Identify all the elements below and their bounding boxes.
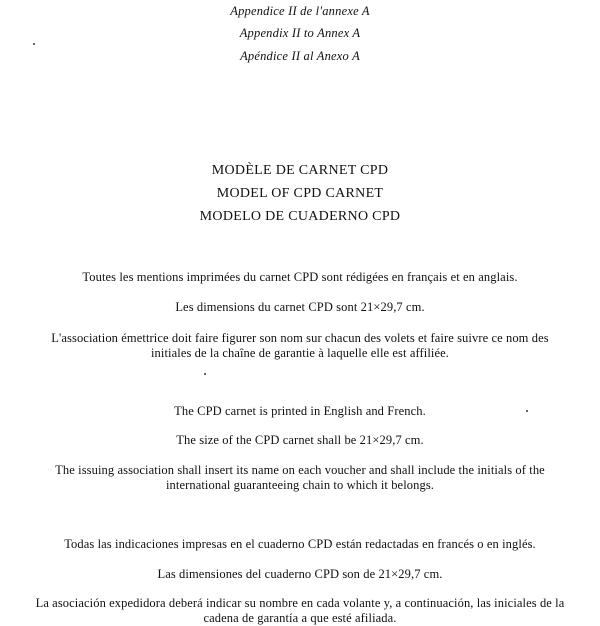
spanish-paragraph-3-line-2: cadena de garantía a que esté afiliada. — [203, 611, 397, 625]
english-paragraph-3 — [0, 463, 600, 493]
french-paragraph-3-line-1: L'association émettrice doit faire figurer son nom sur chacun des volets et faire suivre ce nom des — [51, 331, 549, 345]
appendix-heading-es: Apéndice II al Anexo A — [240, 49, 360, 63]
model-title-es: MODELO DE CUADERNO CPD — [199, 209, 401, 224]
english-paragraph-3-line-2: international guaranteeing chain to which it belongs. — [165, 478, 435, 492]
english-paragraph-1: The CPD carnet is printed in English and French. — [174, 404, 426, 418]
french-paragraph-1: Toutes les mentions imprimées du carnet CPD sont rédigées en français et en anglais. — [82, 270, 518, 284]
spanish-paragraph-3 — [0, 596, 600, 626]
model-title-fr: MODÈLE DE CARNET CPD — [211, 163, 389, 178]
english-paragraph-2: The size of the CPD carnet shall be 21×29,7 cm. — [176, 433, 424, 447]
scan-speck — [204, 373, 206, 375]
scan-speck — [33, 43, 35, 45]
english-paragraph-3-line-1: The issuing association shall insert its name on each voucher and shall include the initials of the — [55, 463, 545, 477]
spanish-paragraph-3-line-1: La asociación expedidora deberá indicar su nombre en cada volante y, a continuación, las iniciales de la — [35, 596, 565, 610]
appendix-heading-fr: Appendice II de l'annexe A — [230, 4, 370, 18]
model-title-en: MODEL OF CPD CARNET — [216, 186, 384, 201]
french-paragraph-2: Les dimensions du carnet CPD sont 21×29,7 cm. — [175, 300, 425, 314]
spanish-paragraph-2: Las dimensiones del cuaderno CPD son de 21×29,7 cm. — [157, 567, 443, 581]
appendix-heading-en: Appendix II to Annex A — [239, 26, 361, 40]
french-paragraph-3 — [0, 331, 600, 361]
spanish-paragraph-1: Todas las indicaciones impresas en el cuaderno CPD están redactadas en francés o en inglés. — [64, 537, 536, 551]
french-paragraph-3-line-2: initiales de la chaîne de garantie à laquelle elle est affiliée. — [150, 346, 450, 360]
scan-speck — [526, 410, 528, 412]
